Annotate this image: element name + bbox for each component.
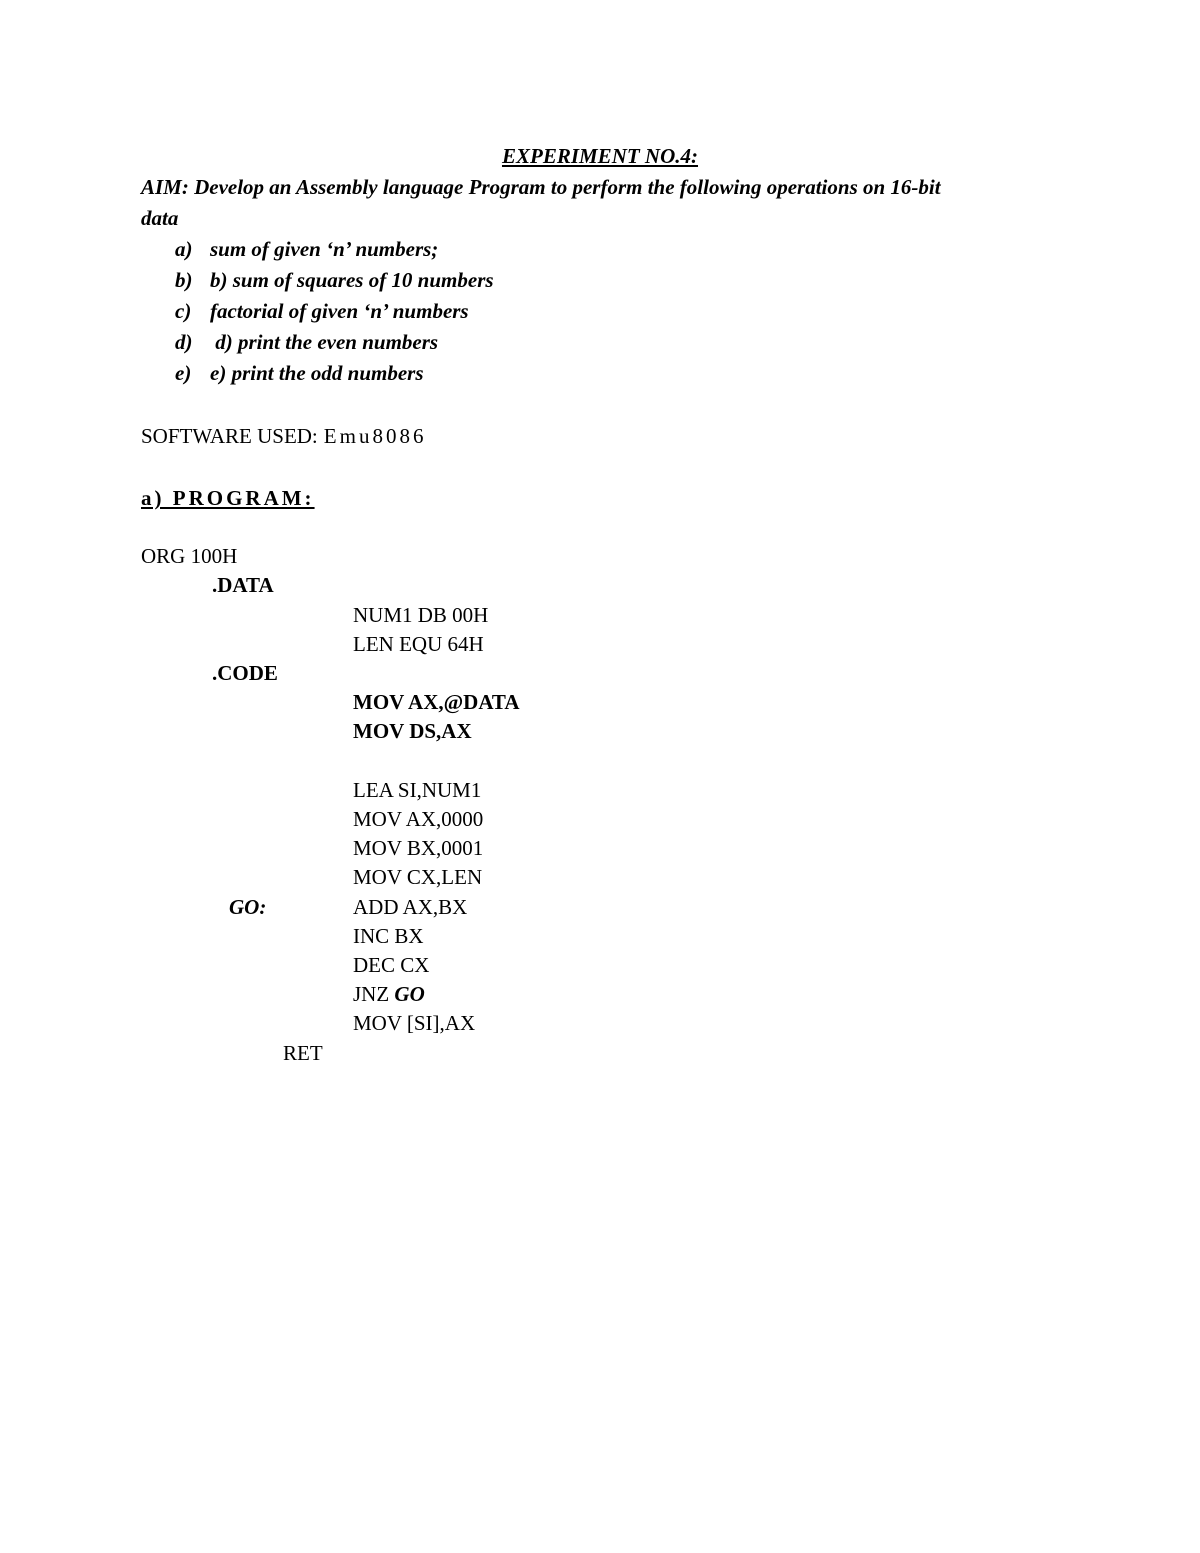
- code-line: MOV BX,0001: [353, 836, 484, 860]
- operation-text: factorial of given ‘n’ numbers: [210, 299, 469, 323]
- code-line: NUM1 DB 00H: [353, 603, 489, 627]
- code-line: MOV DS,AX: [353, 719, 472, 743]
- title-text: EXPERIMENT NO.4:: [501, 144, 699, 168]
- operation-item: [175, 332, 438, 353]
- code-line: MOV AX,@DATA: [353, 690, 520, 714]
- software-used: [141, 426, 426, 447]
- code-label-go: GO:: [229, 895, 267, 919]
- code-line: [353, 984, 425, 1005]
- operation-text: b) sum of squares of 10 numbers: [210, 268, 494, 292]
- aim-line-2: data: [141, 206, 179, 230]
- code-line: MOV AX,0000: [353, 807, 484, 831]
- code-data-directive: .DATA: [212, 573, 274, 597]
- code-line: MOV [SI],AX: [353, 1011, 476, 1035]
- code-line: LEA SI,NUM1: [353, 778, 482, 802]
- jnz-target: GO: [394, 982, 425, 1006]
- code-org: ORG 100H: [141, 544, 238, 568]
- code-line: LEN EQU 64H: [353, 632, 484, 656]
- operation-text: sum of given ‘n’ numbers;: [210, 237, 439, 261]
- operation-item: [175, 363, 424, 384]
- operation-letter: b): [175, 268, 193, 292]
- aim-line-1: AIM: Develop an Assembly language Program to perform the following operations on 16-bit: [141, 175, 941, 199]
- operation-item: [175, 239, 438, 260]
- software-name: Emu8086: [323, 424, 427, 448]
- operation-letter: c): [175, 299, 192, 323]
- operation-letter: d): [175, 330, 193, 354]
- code-line: DEC CX: [353, 953, 430, 977]
- operation-text: e) print the odd numbers: [210, 361, 424, 385]
- program-heading: a) PROGRAM:: [141, 486, 315, 510]
- code-line: ADD AX,BX: [353, 895, 468, 919]
- code-code-directive: .CODE: [212, 661, 278, 685]
- code-line: INC BX: [353, 924, 424, 948]
- operation-item: [175, 270, 494, 291]
- code-ret: RET: [283, 1041, 323, 1065]
- operation-letter: a): [175, 237, 193, 261]
- document-title: [0, 146, 1200, 167]
- operation-text: d) print the even numbers: [210, 330, 439, 354]
- operation-item: [175, 301, 469, 322]
- software-label: SOFTWARE USED:: [141, 424, 318, 448]
- operation-letter: e): [175, 361, 192, 385]
- jnz-opcode: JNZ: [353, 982, 395, 1006]
- code-line: MOV CX,LEN: [353, 865, 483, 889]
